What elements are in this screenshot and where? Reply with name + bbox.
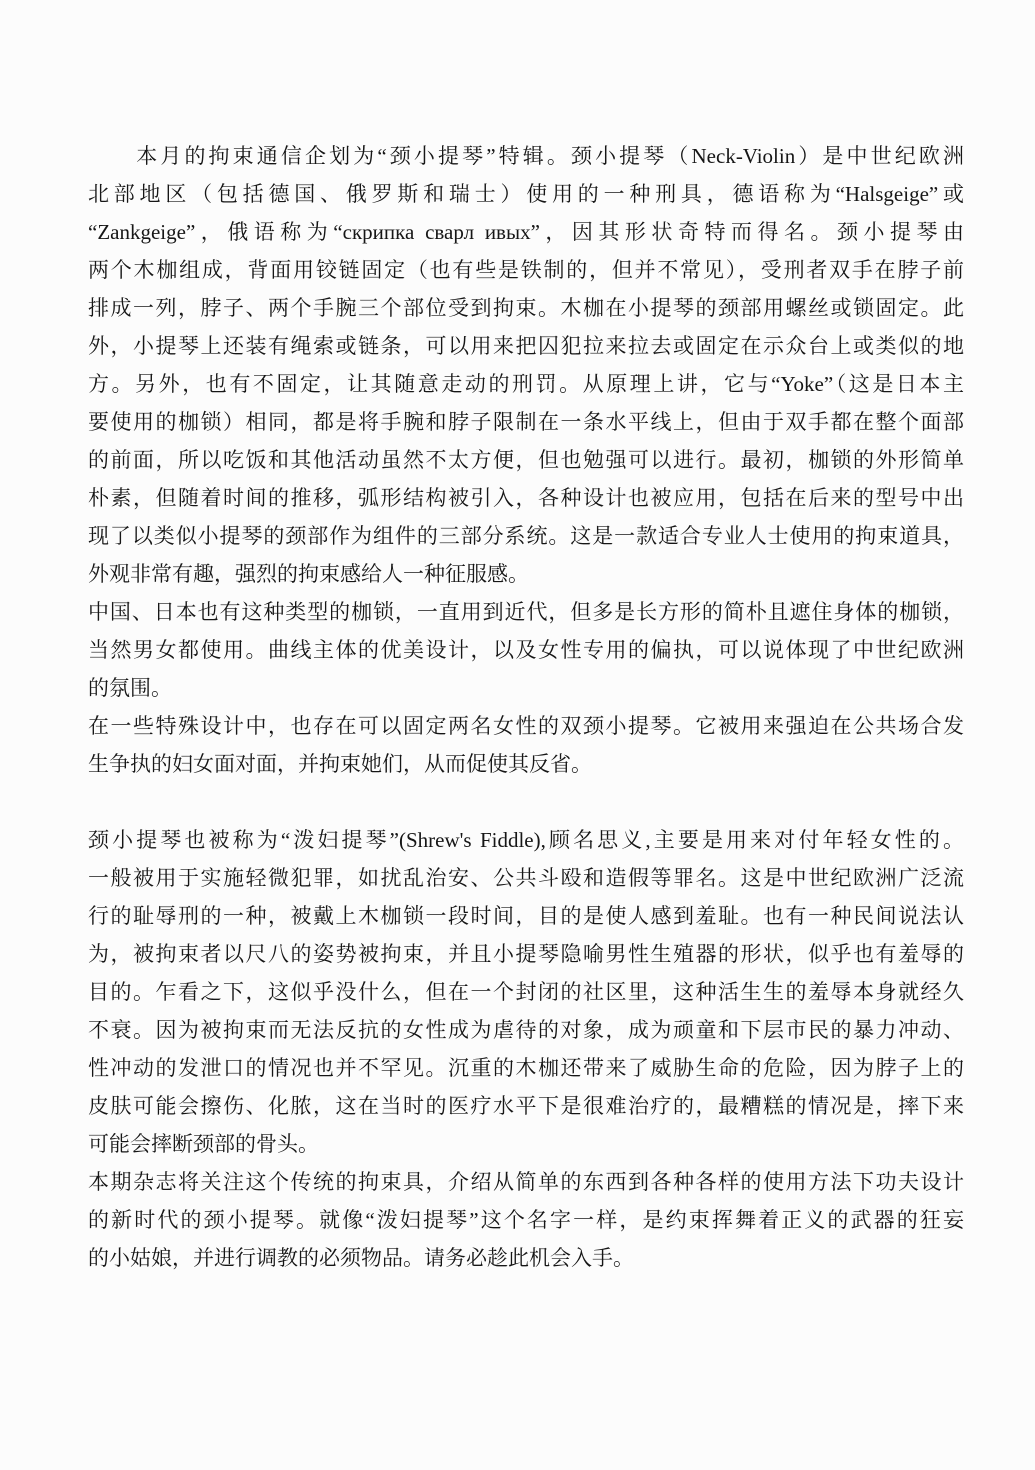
document-text: [88, 137, 964, 1277]
text-line: 在一些特殊设计中，也存在可以固定两名女性的双颈小提琴。它被用来强迫在公共场合发: [88, 714, 964, 738]
text-line: 两个木枷组成，背面用铰链固定（也有些是铁制的，但并不常见），受刑者双手在脖子前: [88, 258, 964, 282]
text-line: 的氛围。: [88, 676, 172, 700]
text-line: 方。另外，也有不固定，让其随意走动的刑罚。从原理上讲，它与“Yoke”（这是日本主: [88, 372, 964, 396]
text-line: 行的耻辱刑的一种，被戴上木枷锁一段时间，目的是使人感到羞耻。也有一种民间说法认: [88, 904, 964, 928]
text-line: 当然男女都使用。曲线主体的优美设计，以及女性专用的偏执，可以说体现了中世纪欧洲: [88, 638, 964, 662]
text-line: 本月的拘束通信企划为“颈小提琴”特辑。颈小提琴（Neck-Violin）是中世纪欧洲: [88, 144, 964, 168]
text-line: 朴素，但随着时间的推移，弧形结构被引入，各种设计也被应用，包括在后来的型号中出: [88, 486, 964, 510]
text-line: 颈小提琴也被称为“泼妇提琴”(Shrew's Fiddle),顾名思义,主要是用来对付年轻女性的。: [88, 828, 964, 852]
text-line: 目的。乍看之下，这似乎没什么，但在一个封闭的社区里，这种活生生的羞辱本身就经久: [88, 980, 964, 1004]
text-line: 性冲动的发泄口的情况也并不罕见。沉重的木枷还带来了威胁生命的危险，因为脖子上的: [88, 1056, 964, 1080]
text-line: 的新时代的颈小提琴。就像“泼妇提琴”这个名字一样，是约束挥舞着正义的武器的狂妄: [88, 1208, 964, 1232]
text-line: 现了以类似小提琴的颈部作为组件的三部分系统。这是一款适合专业人士使用的拘束道具，: [88, 524, 964, 548]
text-line: 一般被用于实施轻微犯罪，如扰乱治安、公共斗殴和造假等罪名。这是中世纪欧洲广泛流: [88, 866, 964, 890]
text-line: 本期杂志将关注这个传统的拘束具，介绍从简单的东西到各种各样的使用方法下功夫设计: [88, 1170, 964, 1194]
text-line: “Zankgeige”，俄语称为“скрипка сварл ивых”，因其形状奇特而得名。颈小提琴由: [88, 220, 964, 244]
text-line: 的前面，所以吃饭和其他活动虽然不太方便，但也勉强可以进行。最初，枷锁的外形简单: [88, 448, 964, 472]
text-line: 可能会摔断颈部的骨头。: [88, 1132, 319, 1156]
text-line: 生争执的妇女面对面，并拘束她们，从而促使其反省。: [88, 752, 592, 776]
text-line: 排成一列，脖子、两个手腕三个部位受到拘束。木枷在小提琴的颈部用螺丝或锁固定。此: [88, 296, 964, 320]
text-line: 皮肤可能会擦伤、化脓，这在当时的医疗水平下是很难治疗的，最糟糕的情况是，摔下来: [88, 1094, 964, 1118]
blank-line: [88, 783, 964, 821]
text-line: 的小姑娘，并进行调教的必须物品。请务必趁此机会入手。: [88, 1246, 634, 1270]
text-line: 外，小提琴上还装有绳索或链条，可以用来把囚犯拉来拉去或固定在示众台上或类似的地: [88, 334, 964, 358]
text-line: 为，被拘束者以尺八的姿势被拘束，并且小提琴隐喻男性生殖器的形状，似乎也有羞辱的: [88, 942, 964, 966]
text-line: 要使用的枷锁）相同，都是将手腕和脖子限制在一条水平线上，但由于双手都在整个面部: [88, 410, 964, 434]
text-line: 不衰。因为被拘束而无法反抗的女性成为虐待的对象，成为顽童和下层市民的暴力冲动、: [88, 1018, 964, 1042]
text-line: 中国、日本也有这种类型的枷锁，一直用到近代，但多是长方形的简朴且遮住身体的枷锁，: [88, 600, 964, 624]
text-line: 北部地区（包括德国、俄罗斯和瑞士）使用的一种刑具，德语称为“Halsgeige”或: [88, 182, 964, 206]
text-line: 外观非常有趣，强烈的拘束感给人一种征服感。: [88, 562, 529, 586]
